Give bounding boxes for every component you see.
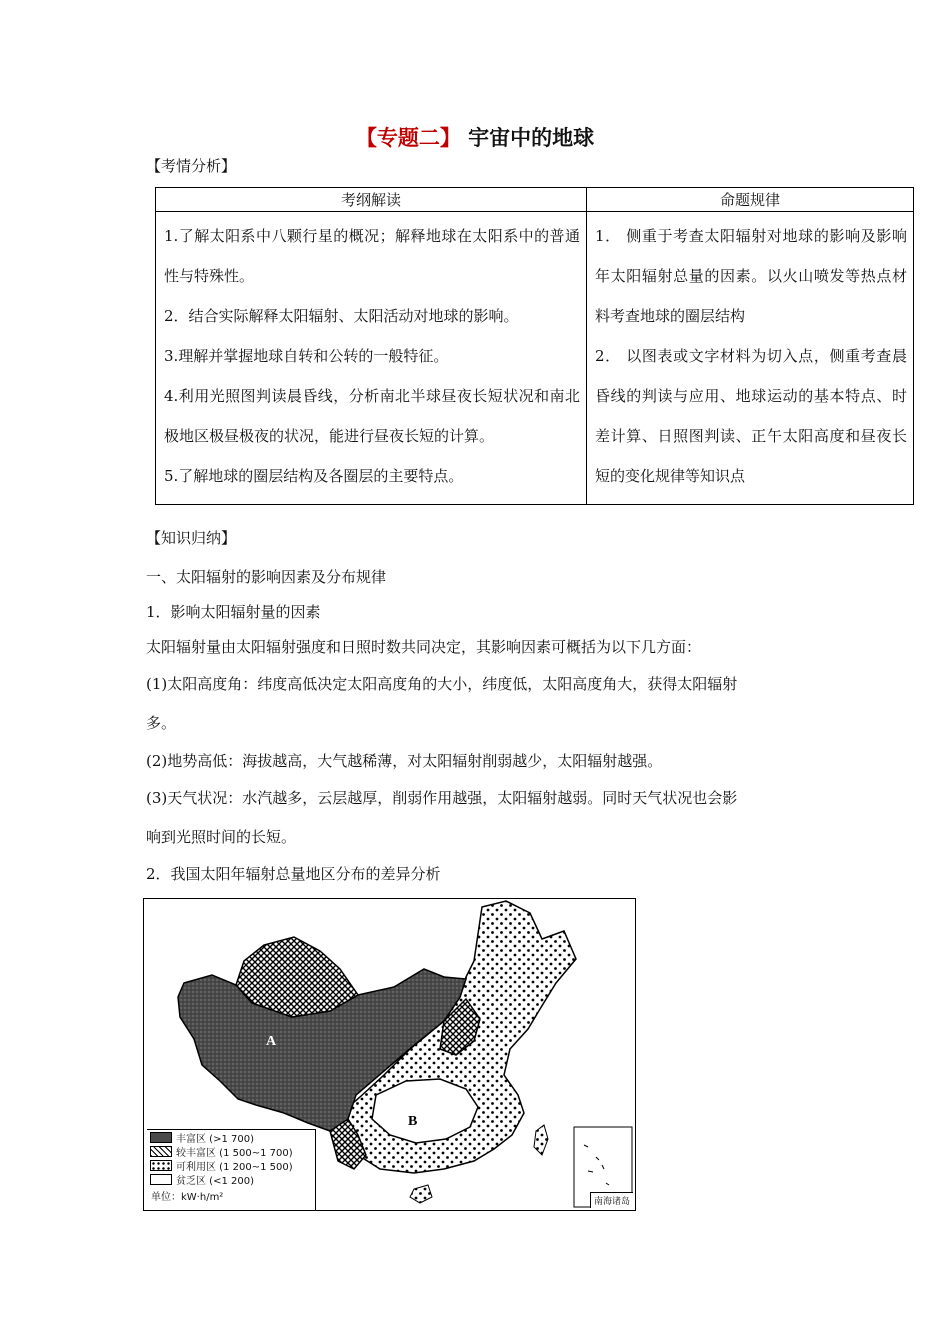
outline-item: 3.理解并掌握地球自转和公转的一般特征。: [164, 347, 449, 365]
legend-item: [147, 1145, 315, 1158]
table-cell-pattern: [587, 212, 914, 505]
legend-swatch-cross: [150, 1146, 172, 1157]
section-analysis: 【考情分析】: [146, 157, 237, 175]
outline-item: 4.利用光照图判读晨昏线，分析南北半球昼夜长短状况和南北极地区极昼极夜的状况，能进行昼夜长短的计算。: [164, 387, 580, 445]
title-text: 宇宙中的地球: [468, 125, 595, 150]
section-knowledge: 【知识归纳】: [146, 529, 237, 547]
paragraph: 响到光照时间的长短。: [146, 828, 297, 846]
legend-swatch-blank: [150, 1174, 172, 1185]
heading-level1: 一、太阳辐射的影响因素及分布规律: [146, 568, 387, 586]
table-header-pattern: 命题规律: [587, 188, 914, 212]
label-b: B: [408, 1114, 418, 1129]
heading-level2: 2．我国太阳年辐射总量地区分布的差异分析: [146, 865, 441, 883]
paragraph: (2)地势高低：海拔越高，大气越稀薄，对太阳辐射削弱越少，太阳辐射越强。: [146, 752, 663, 770]
island-taiwan: [534, 1125, 548, 1155]
analysis-table: [155, 187, 914, 505]
page-title: [0, 122, 950, 152]
island-hainan: [410, 1185, 432, 1203]
legend-item: [147, 1173, 315, 1186]
pattern-item: 1． 侧重于考查太阳辐射对地球的影响及影响年太阳辐射总量的因素。以火山喷发等热点材料考查地球的圈层结构: [595, 227, 907, 325]
outline-item: 5.了解地球的圈层结构及各圈层的主要特点。: [164, 467, 464, 485]
legend-swatch-dark: [150, 1132, 172, 1143]
paragraph: (3)天气状况：水汽越多，云层越厚，削弱作用越强，太阳辐射越弱。同时天气状况也会影: [146, 789, 738, 807]
legend-item: [147, 1159, 315, 1172]
legend-label: 可利用区 (1 200~1 500): [176, 1162, 293, 1173]
paragraph: 太阳辐射量由太阳辐射强度和日照时数共同决定，其影响因素可概括为以下几方面：: [146, 638, 702, 656]
inset-label: 南海诸岛: [590, 1192, 633, 1208]
legend-swatch-dots: [150, 1160, 172, 1171]
paragraph: (1)太阳高度角：纬度高低决定太阳高度角的大小，纬度低，太阳高度角大，获得太阳辐射: [146, 675, 738, 693]
paragraph: 多。: [146, 714, 177, 732]
legend-label: 较丰富区 (1 500~1 700): [176, 1148, 293, 1159]
outline-item: 1.了解太阳系中八颗行星的概况；解释地球在太阳系中的普通性与特殊性。: [164, 227, 580, 285]
table-header-outline: 考纲解读: [156, 188, 587, 212]
legend-unit: 单位：kW·h/m²: [151, 1192, 224, 1203]
solar-radiation-map: [143, 898, 636, 1211]
heading-level2: 1．影响太阳辐射量的因素: [146, 603, 321, 621]
legend-label: 丰富区 (>1 700): [176, 1134, 254, 1145]
legend-item: [147, 1131, 315, 1144]
title-bracket: 【专题二】: [355, 125, 461, 150]
legend-label: 贫乏区 (<1 200): [176, 1176, 254, 1187]
outline-item: 2．结合实际解释太阳辐射、太阳活动对地球的影响。: [164, 307, 519, 325]
table-cell-outline: [156, 212, 587, 505]
map-legend: [147, 1129, 316, 1210]
label-a: A: [266, 1034, 277, 1049]
pattern-item: 2． 以图表或文字材料为切入点，侧重考查晨昏线的判读与应用、地球运动的基本特点、时差计算、日照图判读、正午太阳高度和昼夜长短的变化规律等知识点: [595, 347, 907, 485]
